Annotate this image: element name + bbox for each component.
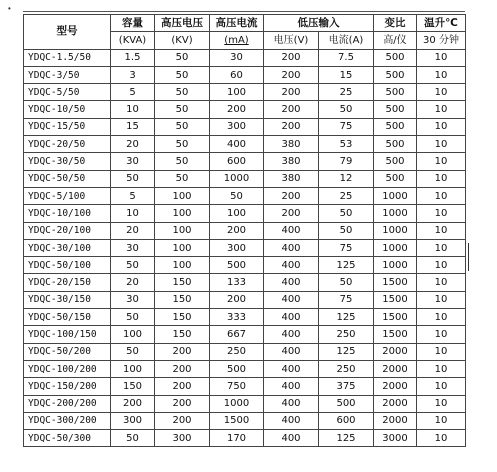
- table-row: [24, 84, 466, 101]
- cell-hv-voltage: 50: [155, 153, 210, 170]
- cell-hv-current: 500: [210, 257, 264, 274]
- cell-lv-current: 75: [319, 118, 374, 135]
- cell-lv-voltage: 200: [264, 118, 319, 135]
- cell-model: YDQC-30/50: [24, 153, 111, 170]
- cell-lv-voltage: 380: [264, 170, 319, 187]
- cell-temp-rise: 10: [417, 205, 466, 222]
- table-row: [24, 101, 466, 118]
- table-row: [24, 136, 466, 153]
- unit-lv-current: 电流(A): [319, 32, 374, 49]
- cell-capacity: 50: [111, 170, 155, 187]
- table-row: [24, 395, 466, 412]
- cell-lv-current: 125: [319, 430, 374, 447]
- unit-hv-voltage: (KV): [155, 32, 210, 49]
- cell-capacity: 50: [111, 343, 155, 360]
- cell-capacity: 30: [111, 239, 155, 256]
- cell-model: YDQC-300/200: [24, 412, 111, 429]
- cell-hv-current: 300: [210, 239, 264, 256]
- cell-lv-voltage: 400: [264, 395, 319, 412]
- cell-hv-current: 333: [210, 309, 264, 326]
- cell-temp-rise: 10: [417, 378, 466, 395]
- cell-hv-current: 1500: [210, 412, 264, 429]
- cell-ratio: 1000: [374, 205, 417, 222]
- cell-ratio: 1500: [374, 274, 417, 291]
- table-row: [24, 412, 466, 429]
- cell-temp-rise: 10: [417, 153, 466, 170]
- cell-model: YDQC-50/50: [24, 170, 111, 187]
- cell-hv-current: 750: [210, 378, 264, 395]
- cell-lv-current: 500: [319, 395, 374, 412]
- cell-hv-current: 200: [210, 101, 264, 118]
- cell-lv-voltage: 400: [264, 326, 319, 343]
- unit-ratio: 高/仪: [374, 32, 417, 49]
- cell-capacity: 50: [111, 257, 155, 274]
- header-lv-input: 低压输入: [264, 15, 374, 32]
- cell-lv-current: 125: [319, 309, 374, 326]
- cell-temp-rise: 10: [417, 66, 466, 83]
- cell-temp-rise: 10: [417, 118, 466, 135]
- cell-ratio: 500: [374, 49, 417, 66]
- cell-lv-current: 75: [319, 239, 374, 256]
- cell-ratio: 500: [374, 136, 417, 153]
- cell-capacity: 100: [111, 326, 155, 343]
- cell-hv-voltage: 100: [155, 222, 210, 239]
- cell-lv-current: 50: [319, 205, 374, 222]
- unit-hv-current: (mA): [210, 32, 264, 49]
- cell-lv-voltage: 200: [264, 205, 319, 222]
- cell-capacity: 20: [111, 222, 155, 239]
- cell-lv-current: 12: [319, 170, 374, 187]
- cell-temp-rise: 10: [417, 343, 466, 360]
- cell-model: YDQC-50/200: [24, 343, 111, 360]
- header-model: 型号: [24, 15, 111, 50]
- cell-model: YDQC-30/150: [24, 291, 111, 308]
- cell-lv-voltage: 400: [264, 360, 319, 377]
- cell-temp-rise: 10: [417, 222, 466, 239]
- cell-lv-voltage: 400: [264, 378, 319, 395]
- cell-temp-rise: 10: [417, 430, 466, 447]
- cell-ratio: 500: [374, 101, 417, 118]
- cell-ratio: 1500: [374, 326, 417, 343]
- cell-lv-current: 125: [319, 343, 374, 360]
- cell-model: YDQC-150/200: [24, 378, 111, 395]
- cell-hv-voltage: 50: [155, 66, 210, 83]
- cell-hv-voltage: 100: [155, 239, 210, 256]
- cell-hv-current: 667: [210, 326, 264, 343]
- table-row: [24, 430, 466, 447]
- cell-hv-current: 1000: [210, 395, 264, 412]
- cell-ratio: 1500: [374, 291, 417, 308]
- cell-temp-rise: 10: [417, 360, 466, 377]
- cell-lv-current: 600: [319, 412, 374, 429]
- cell-hv-voltage: 50: [155, 84, 210, 101]
- cell-hv-voltage: 50: [155, 101, 210, 118]
- cell-lv-voltage: 200: [264, 49, 319, 66]
- cell-ratio: 2000: [374, 395, 417, 412]
- cell-temp-rise: 10: [417, 412, 466, 429]
- cell-hv-current: 170: [210, 430, 264, 447]
- cell-hv-current: 1000: [210, 170, 264, 187]
- cell-capacity: 30: [111, 153, 155, 170]
- table-row: [24, 291, 466, 308]
- cell-temp-rise: 10: [417, 84, 466, 101]
- spec-table-body: [24, 15, 466, 447]
- table-row: [24, 153, 466, 170]
- cell-lv-current: 250: [319, 360, 374, 377]
- header-row: [24, 15, 466, 32]
- cell-model: YDQC-3/50: [24, 66, 111, 83]
- cell-lv-current: 7.5: [319, 49, 374, 66]
- header-temp-rise: 温升℃: [417, 15, 466, 32]
- cell-model: YDQC-20/150: [24, 274, 111, 291]
- cell-model: YDQC-10/50: [24, 101, 111, 118]
- cell-ratio: 1000: [374, 222, 417, 239]
- cell-hv-current: 250: [210, 343, 264, 360]
- unit-temp-rise: 30 分钟: [417, 32, 466, 49]
- cell-capacity: 5: [111, 84, 155, 101]
- table-row: [24, 274, 466, 291]
- cell-model: YDQC-20/50: [24, 136, 111, 153]
- cell-lv-voltage: 200: [264, 66, 319, 83]
- cell-hv-current: 50: [210, 187, 264, 204]
- cell-ratio: 1000: [374, 239, 417, 256]
- table-row: [24, 343, 466, 360]
- cell-capacity: 10: [111, 205, 155, 222]
- cell-capacity: 50: [111, 309, 155, 326]
- cell-hv-voltage: 100: [155, 187, 210, 204]
- cell-temp-rise: 10: [417, 136, 466, 153]
- cell-hv-voltage: 50: [155, 49, 210, 66]
- cell-lv-voltage: 400: [264, 274, 319, 291]
- cell-model: YDQC-5/100: [24, 187, 111, 204]
- cell-capacity: 150: [111, 378, 155, 395]
- header-capacity: 容量: [111, 15, 155, 32]
- cell-lv-voltage: 380: [264, 136, 319, 153]
- cell-lv-current: 25: [319, 84, 374, 101]
- cell-hv-voltage: 200: [155, 360, 210, 377]
- cell-lv-voltage: 400: [264, 430, 319, 447]
- table-row: [24, 187, 466, 204]
- cell-lv-current: 50: [319, 101, 374, 118]
- header-hv-voltage: 高压电压: [155, 15, 210, 32]
- cell-capacity: 200: [111, 395, 155, 412]
- cell-lv-voltage: 400: [264, 412, 319, 429]
- table-row: [24, 309, 466, 326]
- cell-ratio: 500: [374, 84, 417, 101]
- cell-lv-voltage: 400: [264, 257, 319, 274]
- cell-temp-rise: 10: [417, 239, 466, 256]
- cell-capacity: 15: [111, 118, 155, 135]
- cell-hv-voltage: 50: [155, 118, 210, 135]
- cell-model: YDQC-200/200: [24, 395, 111, 412]
- cell-hv-voltage: 200: [155, 378, 210, 395]
- cell-ratio: 2000: [374, 378, 417, 395]
- table-row: [24, 170, 466, 187]
- cell-lv-voltage: 400: [264, 343, 319, 360]
- text-cursor-mark: [468, 243, 469, 271]
- cell-temp-rise: 10: [417, 101, 466, 118]
- cell-capacity: 300: [111, 412, 155, 429]
- cell-temp-rise: 10: [417, 326, 466, 343]
- cell-ratio: 1000: [374, 187, 417, 204]
- cell-ratio: 2000: [374, 412, 417, 429]
- cell-capacity: 20: [111, 274, 155, 291]
- cell-lv-voltage: 200: [264, 84, 319, 101]
- cell-model: YDQC-15/50: [24, 118, 111, 135]
- table-row: [24, 326, 466, 343]
- cell-model: YDQC-100/150: [24, 326, 111, 343]
- cell-model: YDQC-10/100: [24, 205, 111, 222]
- table-row: [24, 360, 466, 377]
- cell-temp-rise: 10: [417, 187, 466, 204]
- cell-temp-rise: 10: [417, 257, 466, 274]
- top-rule: [23, 11, 465, 12]
- cell-lv-voltage: 400: [264, 222, 319, 239]
- table-row: [24, 49, 466, 66]
- cell-model: YDQC-50/100: [24, 257, 111, 274]
- cell-hv-voltage: 150: [155, 309, 210, 326]
- header-hv-current: 高压电流: [210, 15, 264, 32]
- cell-lv-current: 50: [319, 222, 374, 239]
- cell-lv-current: 250: [319, 326, 374, 343]
- cell-temp-rise: 10: [417, 395, 466, 412]
- cell-hv-current: 500: [210, 360, 264, 377]
- cell-capacity: 3: [111, 66, 155, 83]
- cell-ratio: 3000: [374, 430, 417, 447]
- cell-model: YDQC-5/50: [24, 84, 111, 101]
- cell-ratio: 500: [374, 66, 417, 83]
- cell-hv-current: 400: [210, 136, 264, 153]
- cell-temp-rise: 10: [417, 170, 466, 187]
- cell-hv-voltage: 150: [155, 291, 210, 308]
- cell-lv-current: 25: [319, 187, 374, 204]
- cell-model: YDQC-50/150: [24, 309, 111, 326]
- cell-model: YDQC-20/100: [24, 222, 111, 239]
- cell-ratio: 500: [374, 153, 417, 170]
- cell-lv-voltage: 400: [264, 309, 319, 326]
- cell-capacity: 10: [111, 101, 155, 118]
- table-row: [24, 66, 466, 83]
- cell-lv-current: 53: [319, 136, 374, 153]
- header-ratio: 变比: [374, 15, 417, 32]
- cell-lv-voltage: 400: [264, 239, 319, 256]
- cell-lv-voltage: 400: [264, 291, 319, 308]
- cell-hv-current: 200: [210, 222, 264, 239]
- unit-capacity: (KVA): [111, 32, 155, 49]
- cell-hv-current: 60: [210, 66, 264, 83]
- cell-model: YDQC-50/300: [24, 430, 111, 447]
- table-row: [24, 118, 466, 135]
- table-row: [24, 378, 466, 395]
- cell-hv-current: 200: [210, 291, 264, 308]
- cell-lv-current: 15: [319, 66, 374, 83]
- cell-hv-voltage: 100: [155, 205, 210, 222]
- cell-hv-current: 30: [210, 49, 264, 66]
- cell-hv-voltage: 150: [155, 326, 210, 343]
- cell-lv-voltage: 380: [264, 153, 319, 170]
- cell-hv-current: 300: [210, 118, 264, 135]
- spec-table: [23, 14, 466, 447]
- cell-hv-voltage: 50: [155, 170, 210, 187]
- cell-lv-voltage: 200: [264, 101, 319, 118]
- cell-capacity: 20: [111, 136, 155, 153]
- cell-capacity: 5: [111, 187, 155, 204]
- cell-hv-voltage: 200: [155, 395, 210, 412]
- cell-hv-voltage: 50: [155, 136, 210, 153]
- cell-ratio: 1500: [374, 309, 417, 326]
- cell-ratio: 1000: [374, 257, 417, 274]
- cell-temp-rise: 10: [417, 291, 466, 308]
- cell-hv-current: 100: [210, 205, 264, 222]
- cell-hv-voltage: 200: [155, 412, 210, 429]
- cell-model: YDQC-30/100: [24, 239, 111, 256]
- cell-hv-voltage: 100: [155, 257, 210, 274]
- cell-capacity: 50: [111, 430, 155, 447]
- cell-hv-current: 100: [210, 84, 264, 101]
- cell-temp-rise: 10: [417, 309, 466, 326]
- cell-temp-rise: 10: [417, 49, 466, 66]
- cell-capacity: 1.5: [111, 49, 155, 66]
- cell-hv-voltage: 150: [155, 274, 210, 291]
- table-row: [24, 205, 466, 222]
- cell-capacity: 100: [111, 360, 155, 377]
- table-row: [24, 239, 466, 256]
- unit-lv-voltage: 电压(V): [264, 32, 319, 49]
- table-row: [24, 222, 466, 239]
- cell-lv-current: 125: [319, 257, 374, 274]
- cell-lv-voltage: 200: [264, 187, 319, 204]
- cell-ratio: 500: [374, 118, 417, 135]
- cell-lv-current: 50: [319, 274, 374, 291]
- cell-ratio: 2000: [374, 343, 417, 360]
- cell-hv-current: 600: [210, 153, 264, 170]
- cell-lv-current: 375: [319, 378, 374, 395]
- cell-hv-voltage: 300: [155, 430, 210, 447]
- cell-temp-rise: 10: [417, 274, 466, 291]
- cell-capacity: 30: [111, 291, 155, 308]
- table-row: [24, 257, 466, 274]
- cell-lv-current: 75: [319, 291, 374, 308]
- cell-model: YDQC-100/200: [24, 360, 111, 377]
- cell-model: YDQC-1.5/50: [24, 49, 111, 66]
- bullet-mark: •: [8, 4, 11, 13]
- cell-ratio: 500: [374, 170, 417, 187]
- cell-hv-voltage: 200: [155, 343, 210, 360]
- cell-hv-current: 133: [210, 274, 264, 291]
- cell-lv-current: 79: [319, 153, 374, 170]
- cell-ratio: 2000: [374, 360, 417, 377]
